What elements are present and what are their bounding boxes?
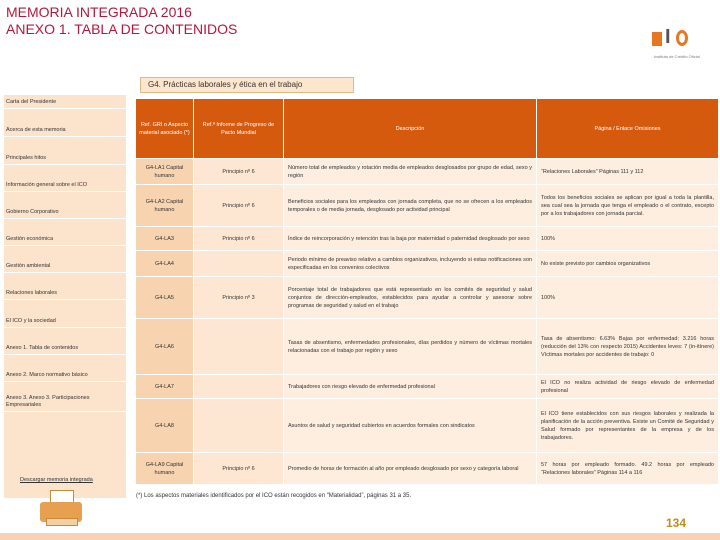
- contents-table: [135, 98, 719, 485]
- logo-square-shape: [652, 32, 662, 46]
- cell-pagina: El ICO tiene establecidos con sus riesgos laborales y realizada la planificación de la acción preventiva. Existe un Comité de Seguridad y Salud formado por representantes de la empresa y de los trabajadores.: [537, 399, 719, 453]
- cell-gri: G4-LA5: [136, 277, 194, 319]
- sidebar-item-anexo-1[interactable]: Anexo 1. Tabla de contenidos: [4, 345, 126, 352]
- table-row: [136, 375, 719, 399]
- table-row: [136, 227, 719, 251]
- table-row: [136, 453, 719, 485]
- header-descripcion: Descripción: [284, 99, 537, 159]
- cell-pagina: El ICO no realiza actividad de riesgo elevado de enfermedad profesional: [537, 375, 719, 399]
- sidebar-item-anexo-2[interactable]: Anexo 2. Marco normativo básico: [4, 372, 126, 379]
- sidebar-item-ico-sociedad[interactable]: El ICO y la sociedad: [4, 318, 126, 325]
- section-tab[interactable]: G4. Prácticas laborales y ética en el trabajo: [140, 77, 354, 93]
- header-pacto-ref: Ref.ª Informe de Progreso de Pacto Mundial: [194, 99, 284, 159]
- cell-descripcion: Beneficios sociales para los empleados con jornada completa, que no se ofrecen a los empleados temporales o de media jornada, desglosado por actividad principal: [284, 185, 537, 227]
- cell-descripcion: Periodo mínimo de preaviso relativo a cambios organizativos, incluyendo si estas notificaciones son especificadas en los convenios colectivos: [284, 251, 537, 277]
- sidebar-item-anexo-3[interactable]: Anexo 3. Anexo 3. Participaciones Empresariales: [4, 395, 126, 409]
- cell-gri: G4-LA2 Capital humano: [136, 185, 194, 227]
- cell-pacto: [194, 319, 284, 375]
- cell-descripcion: Tasas de absentismo, enfermedades profesionales, días perdidos y número de víctimas mortales relacionadas con el trabajo por región y sexo: [284, 319, 537, 375]
- cell-pacto: Principio nº 6: [194, 453, 284, 485]
- cell-pacto: Principio nº 6: [194, 227, 284, 251]
- title-line-2: ANEXO 1. TABLA DE CONTENIDOS: [6, 21, 238, 37]
- sidebar-item-gestion-ambiental[interactable]: Gestión ambiental: [4, 263, 126, 270]
- cell-pagina: Todos los beneficios sociales se aplican por igual a toda la plantilla, sea cual sea la jornada que tenga el empleado o el contrato, excepto por a los trabajadores con jornada parcial.: [537, 185, 719, 227]
- cell-pagina: No existe previsto por cambios organizativos: [537, 251, 719, 277]
- download-report-link[interactable]: Descargar memoria integrada: [20, 477, 93, 483]
- table-row: [136, 159, 719, 185]
- footnote: (*) Los aspectos materiales identificados por el ICO están recogidos en “Materialidad”, páginas 31 a 35.: [136, 493, 412, 499]
- sidebar-item-informacion-general[interactable]: Información general sobre el ICO: [4, 182, 126, 189]
- table-header-row: [136, 99, 719, 159]
- logo-ring-shape: [676, 30, 688, 46]
- page-number: 134: [666, 516, 687, 530]
- logo-letter: I: [665, 26, 671, 48]
- cell-pacto: [194, 375, 284, 399]
- cell-gri: G4-LA7: [136, 375, 194, 399]
- printer-tray-shape: [46, 518, 78, 526]
- sidebar-item-carta-presidente[interactable]: Carta del Presidente: [4, 99, 126, 106]
- cell-pacto: [194, 399, 284, 453]
- table-row: [136, 399, 719, 453]
- bottom-strip: [0, 533, 720, 540]
- table-row: [136, 251, 719, 277]
- cell-gri: G4-LA8: [136, 399, 194, 453]
- cell-descripcion: Número total de empleados y rotación media de empleados desglosados por grupo de edad, sexo y región: [284, 159, 537, 185]
- sidebar-item-acerca-memoria[interactable]: Acerca de esta memoria: [4, 127, 126, 134]
- table-row: [136, 319, 719, 375]
- sidebar-item-principales-hitos[interactable]: Principales hitos: [4, 155, 126, 162]
- cell-gri: G4-LA6: [136, 319, 194, 375]
- cell-descripcion: Asuntos de salud y seguridad cubiertos en acuerdos formales con sindicatos: [284, 399, 537, 453]
- cell-descripcion: Trabajadores con riesgo elevado de enfermedad profesional: [284, 375, 537, 399]
- table-row: [136, 277, 719, 319]
- cell-pagina: Tasa de absentismo: 6.63% Bajas por enfermedad: 3.216 horas (reducción del 13% con respecto 2015) Accidentes leves: 7 (in-itínere) Víctimas mortales por accidentes de trabajo: 0: [537, 319, 719, 375]
- cell-descripcion: Promedio de horas de formación al año por empleado desglosado por sexo y categoría laboral: [284, 453, 537, 485]
- ico-logo[interactable]: [646, 22, 710, 66]
- page-title: [6, 4, 237, 38]
- cell-gri: G4-LA9 Capital humano: [136, 453, 194, 485]
- ico-logo-mark: [650, 26, 690, 50]
- cell-pacto: Principio nº 6: [194, 185, 284, 227]
- printer-icon[interactable]: [40, 488, 86, 528]
- table-row: [136, 185, 719, 227]
- sidebar-item-gestion-economica[interactable]: Gestión económica: [4, 236, 126, 243]
- cell-pagina[interactable]: “Relaciones Laborales” Páginas 111 y 112: [537, 159, 719, 185]
- header-gri-ref: Ref. GRI o Aspecto material asociado (*): [136, 99, 194, 159]
- cell-pacto: Principio nº 6: [194, 159, 284, 185]
- cell-pagina: 100%: [537, 277, 719, 319]
- sidebar-item-relaciones-laborales[interactable]: Relaciones laborales: [4, 290, 126, 297]
- title-line-1: MEMORIA INTEGRADA 2016: [6, 4, 192, 20]
- sidebar: [4, 95, 126, 498]
- cell-pagina[interactable]: 57 horas por empleado formado. 49.2 horas por empleado “Relaciones laborales” Páginas 114 a 116: [537, 453, 719, 485]
- sidebar-item-gobierno-corporativo[interactable]: Gobierno Corporativo: [4, 209, 126, 216]
- logo-tagline: Instituto de Crédito Oficial: [654, 54, 700, 59]
- cell-gri: G4-LA4: [136, 251, 194, 277]
- cell-gri: G4-LA3: [136, 227, 194, 251]
- cell-pagina: 100%: [537, 227, 719, 251]
- cell-pacto: [194, 251, 284, 277]
- cell-descripcion: Porcentaje total de trabajadores que está representado en los comités de seguridad y salud conjuntos de dirección-empleados, establecidos para ayudar a controlar y asesorar sobre programas de seguridad y salud en el trabajo: [284, 277, 537, 319]
- cell-descripcion: Índice de reincorporación y retención tras la baja por maternidad o paternidad desglosado por sexo: [284, 227, 537, 251]
- header-pagina-enlace: Página / Enlace Omisiones: [537, 99, 719, 159]
- cell-gri: G4-LA1 Capital humano: [136, 159, 194, 185]
- cell-pacto: Principio nº 3: [194, 277, 284, 319]
